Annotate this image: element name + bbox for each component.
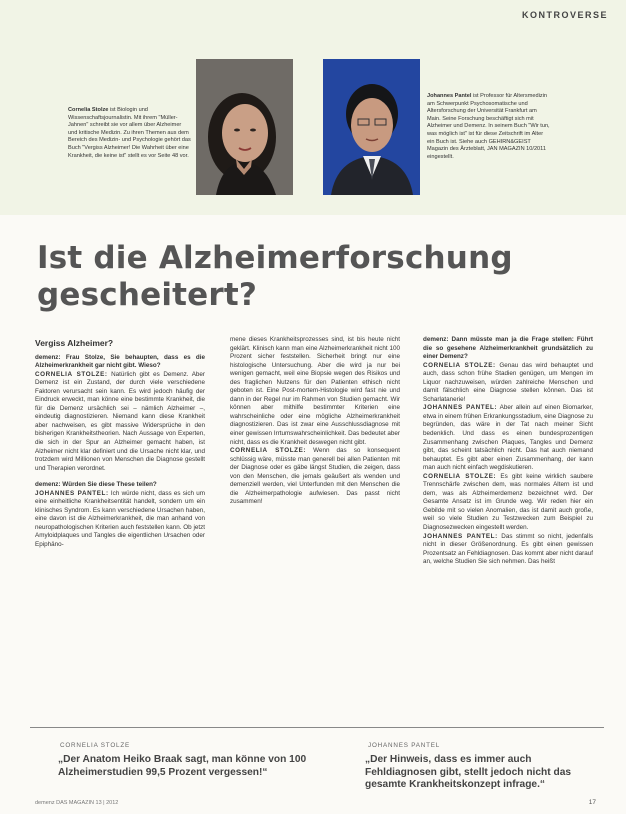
answer: [423, 473, 593, 533]
speaker: JOHANNES PANTEL:: [423, 532, 498, 540]
subheading: Vergiss Alzheimer?: [35, 338, 114, 348]
answer-text: mene dieses Krankheitsprozesses sind, ist bis heute nicht geklärt. Klinisch kann man eine Alzheimerkrankheit nicht 100 Prozent sicher feststellen. Sicherheit bringt nur eine histologische Untersuchung. Aber die wird ja nur bei wenigen gemacht, weil eine Biopsie wegen des Risikos und des fraglichen Nutzens für den Patienten ethisch nicht geboten ist. Eine Post-mortem-Histologie wird fast nie und dann in der Regel nur im Rahmen von Studien gemacht. Wir können aber mithilfe bestimmter Kriterien eine wahrscheinliche oder eine mögliche Alzheimerkrankheit diagnostizieren. Das ist zwar eine Ausschlussdiagnose mit einer gewissen Irrtumswahrscheinlichkeit. Das bedeutet aber nicht, dass es die Krankheit deswegen nicht gibt.: [230, 336, 400, 446]
answer-text: Es gibt keine wirklich saubere Trennschärfe zwischen dem, was normales Altern ist und dem, was als Alzheimerdemenz bezeichnet wird. Der Gesamte Ansatz ist im Grunde weg. Wir reden hier ein Gebilde mit so vielen Anomalien, das ist damit auch große, weil so viele Studien zu Testzwecken zum Beispiel zu Diagnosezwecken eingestellt werden.: [423, 472, 593, 532]
footer-publication: demenz DAS MAGAZIN 13 | 2012: [35, 800, 119, 806]
answer-text: Genau das wird behauptet und auch, dass schon frühe Stadien genügen, um Mengen im Liquor nachzuweisen, würden zahlreiche Menschen und damit fälschlich eine Diagnose stellen können. Das ist Scharlatanerie!: [423, 361, 593, 403]
answer: [423, 362, 593, 405]
bio-pantel-name: Johannes Pantel: [427, 93, 472, 99]
divider: [30, 727, 604, 728]
answer: [35, 490, 205, 550]
pull-quote-name-pantel: JOHANNES PANTEL: [368, 742, 441, 749]
section-label: KONTROVERSE: [521, 10, 608, 20]
pull-quote-stolze: „Der Anatom Heiko Braak sagt, man könne von 100 Alzheimerstudien 99,5 Prozent vergessen!“: [58, 754, 307, 778]
bio-pantel: [427, 93, 551, 161]
answer: [230, 447, 400, 507]
bio-stolze: [68, 107, 192, 160]
bio-stolze-name: Cornelia Stolze: [68, 107, 109, 113]
text-column-3: [423, 336, 593, 567]
text-column-2: [230, 336, 400, 507]
answer: [423, 533, 593, 567]
answer-text: Ich würde nicht, dass es sich um eine einheitliche Krankheitsentität handelt, sondern um ein klinisches Syndrom. Es kann verschiedene Ursachen haben, eine davon ist die Alzheimerkrankheit, die man anhand von neuropathologischen Kriterien auch feststellen kann. Ob jetzt Amyloidplaques und Tangles die eigentlichen Ursachen oder Epiphäno-: [35, 489, 205, 549]
question: demenz: Würden Sie diese These teilen?: [35, 481, 157, 489]
answer: [35, 371, 205, 474]
question: demenz: Frau Stolze, Sie behaupten, dass es die Alzheimerkrankheit gar nicht gibt. Wieso?: [35, 353, 205, 370]
pull-quote-pantel: „Der Hinweis, dass es immer auch Fehldiagnosen gibt, stellt jedoch nicht das gesamte Krankheitskonzept infrage.“: [365, 754, 572, 790]
answer-text: Wenn das so konsequent schlüssig wäre, müsste man generell bei allen Patienten mit der Diagnose oder es gäbe längst Studien, die zeigen, dass von den Menschen, die jemals geäußert als wenden und demenziell werden, viel Unterfunden mit den Menschen die die Alzheimerpathologie aufwiesen. Das passt nicht zusammen!: [230, 447, 400, 506]
pull-quote-name-stolze: CORNELIA STOLZE: [60, 742, 130, 749]
page-number: 17: [588, 799, 596, 806]
speaker: CORNELIA STOLZE:: [35, 370, 108, 378]
speaker: JOHANNES PANTEL:: [423, 404, 498, 412]
speaker: CORNELIA STOLZE:: [230, 447, 307, 455]
answer-text: Das stimmt so nicht, jedenfalls nicht in dieser Größenordnung. Es gibt einen gewissen Prozentsatz an Fehldiagnosen. Das kommt aber nicht darauf an, welche Studien Sie sich nehmen. Das heißt: [423, 532, 594, 566]
speaker: CORNELIA STOLZE:: [423, 361, 496, 369]
question: demenz: Dann müsste man ja die Frage stellen: Führt die so gesehene Alzheimerkrankheit grundsätzlich zu einer Demenz?: [423, 336, 593, 361]
portrait-pantel: [323, 59, 420, 195]
speaker: CORNELIA STOLZE:: [423, 472, 497, 480]
speaker: JOHANNES PANTEL:: [35, 489, 109, 497]
answer-text: Natürlich gibt es Demenz. Aber Demenz ist ein Zustand, der durch viele verschiedene Faktoren verursacht sein kann. Es wird jedoch häufig der Eindruck erweckt, man könne eine bestimmte Krankheit, die für die Demenz ursächlich sei – nämlich Alzheimer –, eindeutig diagnostizieren. Niemand kann diese Krankheit aber nachweisen, es gibt massive Widersprüche in den bisherigen Krankheitstheorien. Nach Aussage von Experten, die sich in der Spur an Alzheimer gemacht haben, ist Alzheimer nicht klar definiert und die Ursache nicht klar, und trotzdem wird Millionen von Menschen die Diagnose gestellt und Therapien verordnet.: [35, 370, 205, 472]
portrait-stolze: [196, 59, 293, 195]
answer-text: Aber allein auf einen Biomarker, etwa in einem frühen Erkrankungsstadium, eine Diagnose zu begründen, das wäre in der Tat nach meiner Sicht bedenklich. Und dass es einen bundesprozentigen Zusammenhang zwischen Plaques, Tangles und Demenz gibt, das scheint tatsächlich nicht. Das hat auch niemand behauptet. Es gibt aber einen Zusammenhang, der kann man auch nicht einfach wegdiskutieren.: [423, 404, 593, 472]
bio-stolze-text: ist Biologin und Wissenschaftsjournalistin. Mit ihrem "Müller-Jahnen" schreibt sie vor allem über Alzheimer und kritische Medizin. Zu ihren Themen aus dem Bereich des Medizin- und Psychologie gehört das Buch "Vergiss Alzheimer! Die Wahrheit über eine Krankheit, die keine ist" stellt es vor Seite 48 vor.: [68, 107, 191, 159]
answer: [423, 404, 593, 472]
bio-pantel-text: ist Professor für Altersmedizin am Schwerpunkt Psychosomatische und Altersforschung der Universität Frankfurt am Main. Seine Forschung beschäftigt sich mit Alzheimer und Demenz. In seinem Buch "Wir tun, was möglich ist" ist für diese Zeitschrift im Alter ein Buch ist. Siehe auch GEHIRN&GEIST Magazin des Ärzteblatt, JAN MAGAZIN 10/2011 eingestellt.: [427, 93, 550, 160]
text-column-1: [35, 336, 205, 550]
page-title: Ist die Alzheimerforschung gescheitert?: [37, 240, 513, 313]
